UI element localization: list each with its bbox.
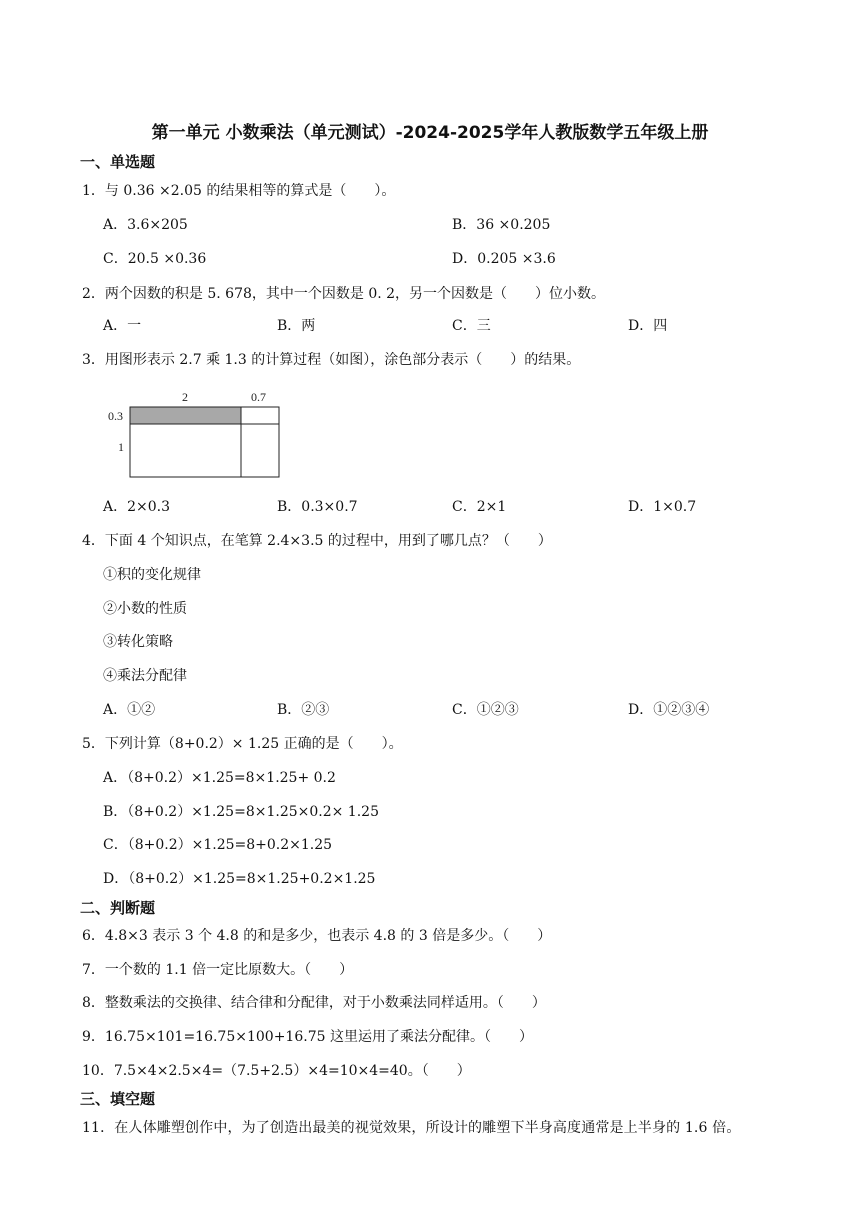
q5-option-b[interactable]: B．（8+0.2）×1.25=8×1.25×0.2× 1.25 — [103, 804, 379, 820]
page-title: 第一单元 小数乘法（单元测试）-2024-2025学年人教版数学五年级上册 — [151, 123, 709, 143]
question-5-stem: 5．下列计算（8+0.2）× 1.25 正确的是（ ）。 — [82, 736, 403, 752]
q1-option-d[interactable]: D．0.205 ×3.6 — [452, 251, 556, 267]
question-11: 11．在人体雕塑创作中，为了创造出最美的视觉效果，所设计的雕塑下半身高度通常是上半身的 1.6 倍。 — [82, 1120, 741, 1136]
q1-option-a[interactable]: A．3.6×205 — [103, 217, 188, 233]
question-2-stem: 2．两个因数的积是 5. 678，其中一个因数是 0. 2，另一个因数是（ ）位小数。 — [82, 286, 606, 302]
knowledge-point-2: ②小数的性质 — [103, 601, 187, 617]
q5-option-d[interactable]: D．（8+0.2）×1.25=8×1.25+0.2×1.25 — [103, 871, 376, 887]
q3-option-d[interactable]: D．1×0.7 — [628, 499, 697, 515]
area-model-figure — [100, 385, 290, 480]
label-width-07: 0.7 — [251, 390, 266, 404]
q2-option-a[interactable]: A．一 — [103, 318, 142, 334]
knowledge-point-3: ③转化策略 — [103, 634, 173, 650]
section-single-choice: 一、单选题 — [80, 153, 156, 171]
question-1-stem: 1．与 0.36 ×2.05 的结果相等的算式是（ ）。 — [82, 183, 396, 199]
q2-option-c[interactable]: C．三 — [452, 318, 491, 334]
q1-option-b[interactable]: B．36 ×0.205 — [452, 217, 551, 233]
question-3-stem: 3．用图形表示 2.7 乘 1.3 的计算过程（如图），涂色部分表示（ ）的结果。 — [82, 352, 581, 368]
question-10: 10．7.5×4×2.5×4=（7.5+2.5）×4=10×4=40。（ ） — [82, 1063, 471, 1079]
q3-option-c[interactable]: C．2×1 — [452, 499, 507, 515]
label-width-2: 2 — [182, 390, 188, 404]
knowledge-point-1: ①积的变化规律 — [103, 567, 201, 583]
q4-option-a[interactable]: A．①② — [103, 702, 156, 718]
shaded-region — [130, 407, 241, 424]
q3-option-b[interactable]: B．0.3×0.7 — [277, 499, 358, 515]
q5-option-a[interactable]: A．（8+0.2）×1.25=8×1.25+ 0.2 — [103, 770, 336, 786]
label-height-03: 0.3 — [108, 409, 123, 423]
q4-option-d[interactable]: D．①②③④ — [628, 702, 710, 718]
knowledge-point-4: ④乘法分配律 — [103, 668, 187, 684]
q3-option-a[interactable]: A．2×0.3 — [103, 499, 171, 515]
q1-option-c[interactable]: C．20.5 ×0.36 — [103, 251, 207, 267]
q4-option-c[interactable]: C．①②③ — [452, 702, 519, 718]
question-8: 8．整数乘法的交换律、结合律和分配律，对于小数乘法同样适用。（ ） — [82, 995, 546, 1011]
q4-option-b[interactable]: B．②③ — [277, 702, 330, 718]
label-height-1: 1 — [118, 440, 124, 454]
q2-option-d[interactable]: D．四 — [628, 318, 668, 334]
section-true-false: 二、判断题 — [80, 899, 156, 917]
question-9: 9．16.75×101=16.75×100+16.75 这里运用了乘法分配律。（ ） — [82, 1029, 533, 1045]
question-7: 7．一个数的 1.1 倍一定比原数大。（ ） — [82, 962, 354, 978]
question-6: 6．4.8×3 表示 3 个 4.8 的和是多少，也表示 4.8 的 3 倍是多少。（ ） — [82, 928, 552, 944]
section-fill-in: 三、填空题 — [80, 1090, 156, 1108]
q5-option-c[interactable]: C．（8+0.2）×1.25=8+0.2×1.25 — [103, 837, 333, 853]
q2-option-b[interactable]: B．两 — [277, 318, 316, 334]
question-4-stem: 4．下面 4 个知识点，在笔算 2.4×3.5 的过程中，用到了哪几点？（ ） — [82, 533, 552, 549]
